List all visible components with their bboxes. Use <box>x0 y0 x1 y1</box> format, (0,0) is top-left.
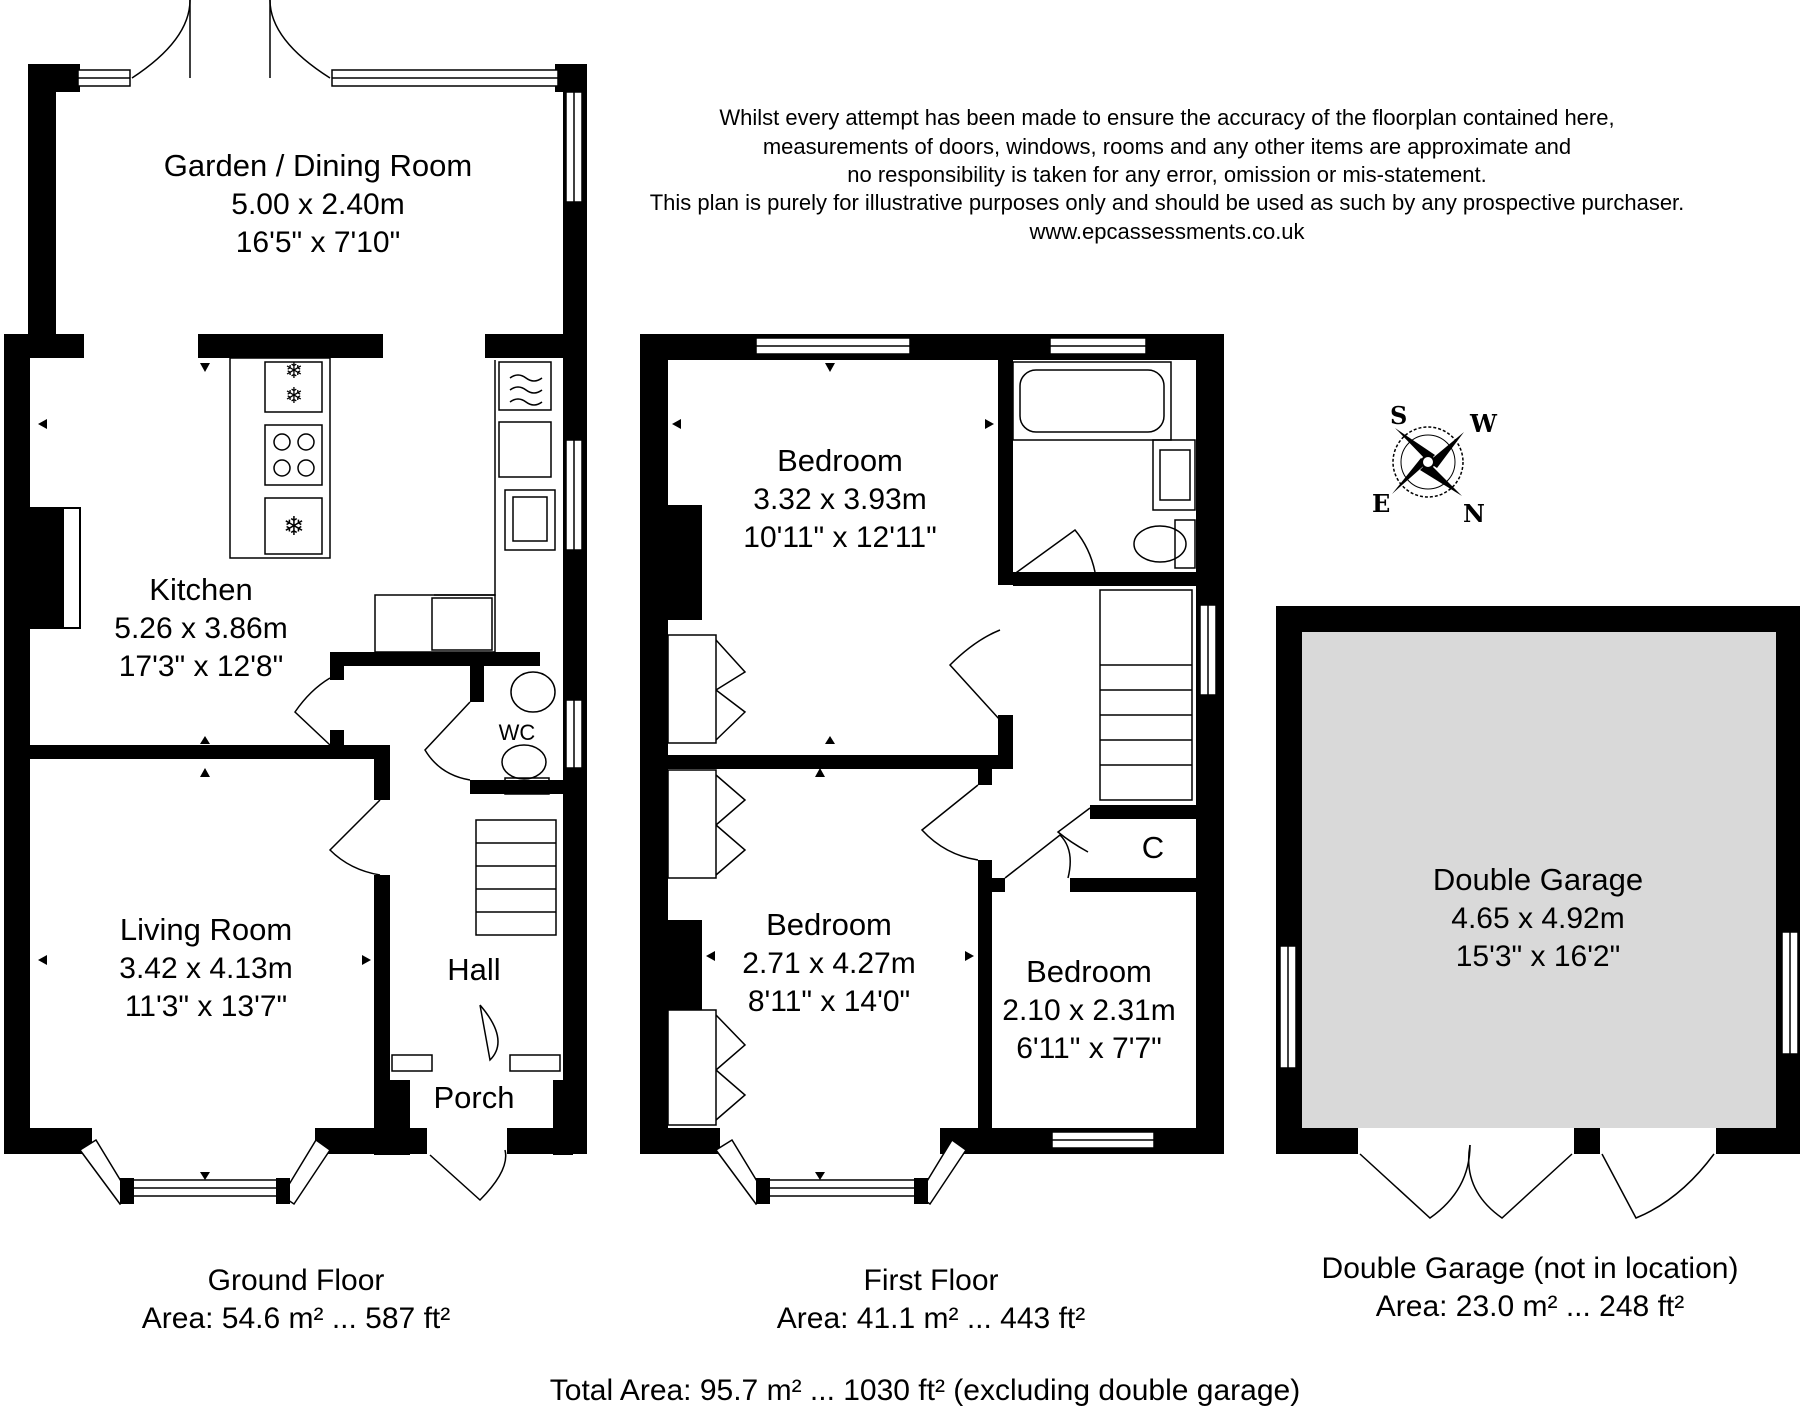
disclaimer-website: www.epcassessments.co.uk <box>1029 219 1305 244</box>
hall-label: Hall <box>447 952 501 987</box>
kitchen-name: Kitchen <box>149 572 253 607</box>
disclaimer-line-2: measurements of doors, windows, rooms and any other items are approximate and <box>762 134 1572 159</box>
ground-floor-caption: Ground Floor <box>207 1264 385 1297</box>
wc-label: WC <box>498 720 536 745</box>
bedroom-1-imperial: 10'11" x 12'11" <box>743 521 937 554</box>
living-room-imperial: 11'3" x 13'7" <box>124 990 288 1023</box>
compass-n: N <box>1463 499 1485 528</box>
bedroom-3-imperial: 6'11" x 7'7" <box>1016 1032 1162 1065</box>
bedroom-2-imperial: 8'11" x 14'0" <box>747 985 911 1018</box>
disclaimer-line-4: This plan is purely for illustrative purposes only and should be used as such by any prospective purchaser. <box>649 190 1685 215</box>
svg-text:❄: ❄ <box>284 359 304 384</box>
compass-icon <box>1372 401 1498 528</box>
bedroom-3-name: Bedroom <box>1026 954 1152 989</box>
compass-w: W <box>1470 409 1497 438</box>
bedroom-3-metric: 2.10 x 2.31m <box>1002 994 1176 1027</box>
garage-caption: Double Garage (not in location) <box>1321 1252 1739 1285</box>
garage-area: Area: 23.0 m² ... 248 ft² <box>1375 1290 1685 1323</box>
living-room-name: Living Room <box>119 912 293 947</box>
garden-dining-imperial: 16'5" x 7'10" <box>235 226 401 259</box>
kitchen-imperial: 17'3" x 12'8" <box>118 650 284 683</box>
bedroom-1-metric: 3.32 x 3.93m <box>753 483 927 516</box>
total-area: Total Area: 95.7 m² ... 1030 ft² (excluding double garage) <box>549 1374 1301 1407</box>
first-floor-plan <box>640 334 1224 1204</box>
living-room-metric: 3.42 x 4.13m <box>119 952 293 985</box>
garage-name: Double Garage <box>1432 862 1644 897</box>
first-floor-caption: First Floor <box>863 1264 999 1297</box>
cupboard-label: C <box>1141 830 1165 865</box>
bedroom-1-name: Bedroom <box>777 443 903 478</box>
first-floor-area: Area: 41.1 m² ... 443 ft² <box>776 1302 1086 1335</box>
svg-text:❄: ❄ <box>283 512 305 542</box>
bedroom-2-metric: 2.71 x 4.27m <box>742 947 916 980</box>
svg-text:❄: ❄ <box>284 384 304 409</box>
garden-dining-name: Garden / Dining Room <box>163 148 473 183</box>
porch-label: Porch <box>433 1080 515 1115</box>
garden-dining-metric: 5.00 x 2.40m <box>231 188 405 221</box>
ground-floor-area: Area: 54.6 m² ... 587 ft² <box>141 1302 451 1335</box>
disclaimer-line-1: Whilst every attempt has been made to ensure the accuracy of the floorplan contained here, <box>719 105 1615 130</box>
compass-e: E <box>1372 489 1391 518</box>
disclaimer <box>650 105 1685 244</box>
compass-s: S <box>1390 401 1408 430</box>
disclaimer-line-3: no responsibility is taken for any error, omission or mis-statement. <box>847 162 1487 187</box>
bedroom-2-name: Bedroom <box>766 907 892 942</box>
kitchen-metric: 5.26 x 3.86m <box>114 612 288 645</box>
garage-metric: 4.65 x 4.92m <box>1451 902 1625 935</box>
garage-imperial: 15'3" x 16'2" <box>1455 940 1621 973</box>
